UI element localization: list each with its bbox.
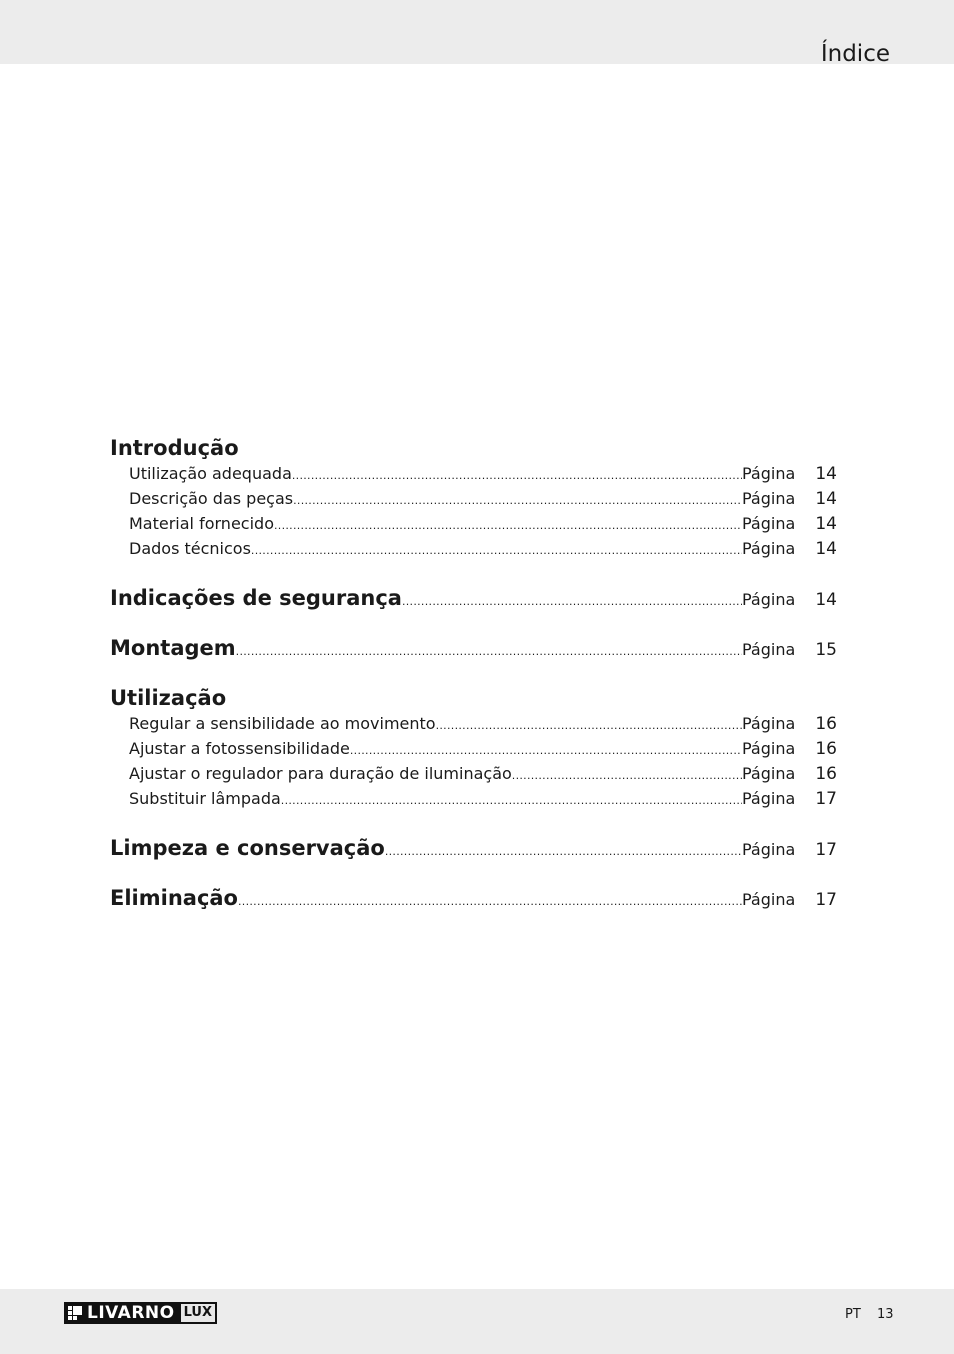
toc-entry-label: Material fornecido xyxy=(129,514,274,533)
spacer xyxy=(110,661,837,686)
toc-entry-label: Ajustar o regulador para duração de iluminação xyxy=(129,764,512,783)
page-number: 14 xyxy=(815,514,837,534)
toc-entry[interactable] xyxy=(110,461,837,486)
dot-leader xyxy=(402,589,742,614)
toc-entry[interactable] xyxy=(110,786,837,811)
dot-leader xyxy=(293,488,742,513)
dot-leader xyxy=(512,763,742,788)
spacer xyxy=(110,811,837,836)
page-number: 15 xyxy=(815,640,837,660)
page-word: Página xyxy=(742,640,796,659)
spacer xyxy=(110,861,837,886)
page-word: Página xyxy=(742,539,796,558)
dot-leader xyxy=(281,788,742,813)
toc-entry[interactable] xyxy=(110,761,837,786)
page-number: 17 xyxy=(815,840,837,860)
table-of-contents xyxy=(110,436,837,911)
toc-entry-limpeza[interactable] xyxy=(110,836,837,861)
dot-leader xyxy=(238,889,742,914)
page-number: 14 xyxy=(815,489,837,509)
toc-entry-label: Indicações de segurança xyxy=(110,586,402,610)
toc-entry-label: Limpeza e conservação xyxy=(110,836,385,860)
toc-entry-label: Regular a sensibilidade ao movimento xyxy=(129,714,436,733)
page-number: 16 xyxy=(815,714,837,734)
dot-leader xyxy=(385,839,742,864)
dot-leader xyxy=(274,513,742,538)
page-number: 17 xyxy=(815,789,837,809)
page-number: 16 xyxy=(815,764,837,784)
spacer xyxy=(110,561,837,586)
page-word: Página xyxy=(742,789,796,808)
page-word: Página xyxy=(742,840,796,859)
toc-entry-label: Eliminação xyxy=(110,886,238,910)
page-title: Índice xyxy=(820,41,890,68)
section-heading-introducao: Introdução xyxy=(110,436,239,460)
spacer xyxy=(110,611,837,636)
page-word: Página xyxy=(742,739,796,758)
toc-entry-label: Descrição das peças xyxy=(129,489,294,508)
header-band xyxy=(0,0,954,68)
toc-entry[interactable] xyxy=(110,511,837,536)
dot-leader xyxy=(436,713,742,738)
dot-leader xyxy=(292,463,742,488)
logo-suffix: LUX xyxy=(179,1302,217,1324)
footer-page-number: 13 xyxy=(877,1307,894,1322)
toc-entry-label: Ajustar a fotossensibilidade xyxy=(129,739,350,758)
toc-entry[interactable] xyxy=(110,536,837,561)
toc-entry[interactable] xyxy=(110,486,837,511)
livarno-lux-logo xyxy=(64,1302,217,1324)
toc-entry-montagem[interactable] xyxy=(110,636,837,661)
page-word: Página xyxy=(742,764,796,783)
page-number: 17 xyxy=(815,890,837,910)
dot-leader xyxy=(236,639,742,664)
page-number: 14 xyxy=(815,464,837,484)
page-word: Página xyxy=(742,890,796,909)
page-word: Página xyxy=(742,464,796,483)
page-number: 14 xyxy=(815,590,837,610)
section-heading-utilizacao: Utilização xyxy=(110,686,227,710)
dot-leader xyxy=(350,738,742,763)
toc-entry-label: Utilização adequada xyxy=(129,464,292,483)
toc-entry[interactable] xyxy=(110,711,837,736)
toc-entry-seguranca[interactable] xyxy=(110,586,837,611)
logo-text: LIVARNO xyxy=(87,1303,175,1323)
toc-entry[interactable] xyxy=(110,736,837,761)
dot-leader xyxy=(251,538,742,563)
page-number: 14 xyxy=(815,539,837,559)
page-word: Página xyxy=(742,590,796,609)
page-word: Página xyxy=(742,714,796,733)
page-number: 16 xyxy=(815,739,837,759)
toc-entry-label: Montagem xyxy=(110,636,236,660)
toc-entry-label: Dados técnicos xyxy=(129,539,251,558)
page-word: Página xyxy=(742,514,796,533)
footer-language: PT xyxy=(845,1307,861,1322)
page-word: Página xyxy=(742,489,796,508)
toc-entry-eliminacao[interactable] xyxy=(110,886,837,911)
toc-entry-label: Substituir lâmpada xyxy=(129,789,281,808)
logo-main-block xyxy=(64,1302,179,1324)
logo-mark-icon xyxy=(68,1306,82,1320)
